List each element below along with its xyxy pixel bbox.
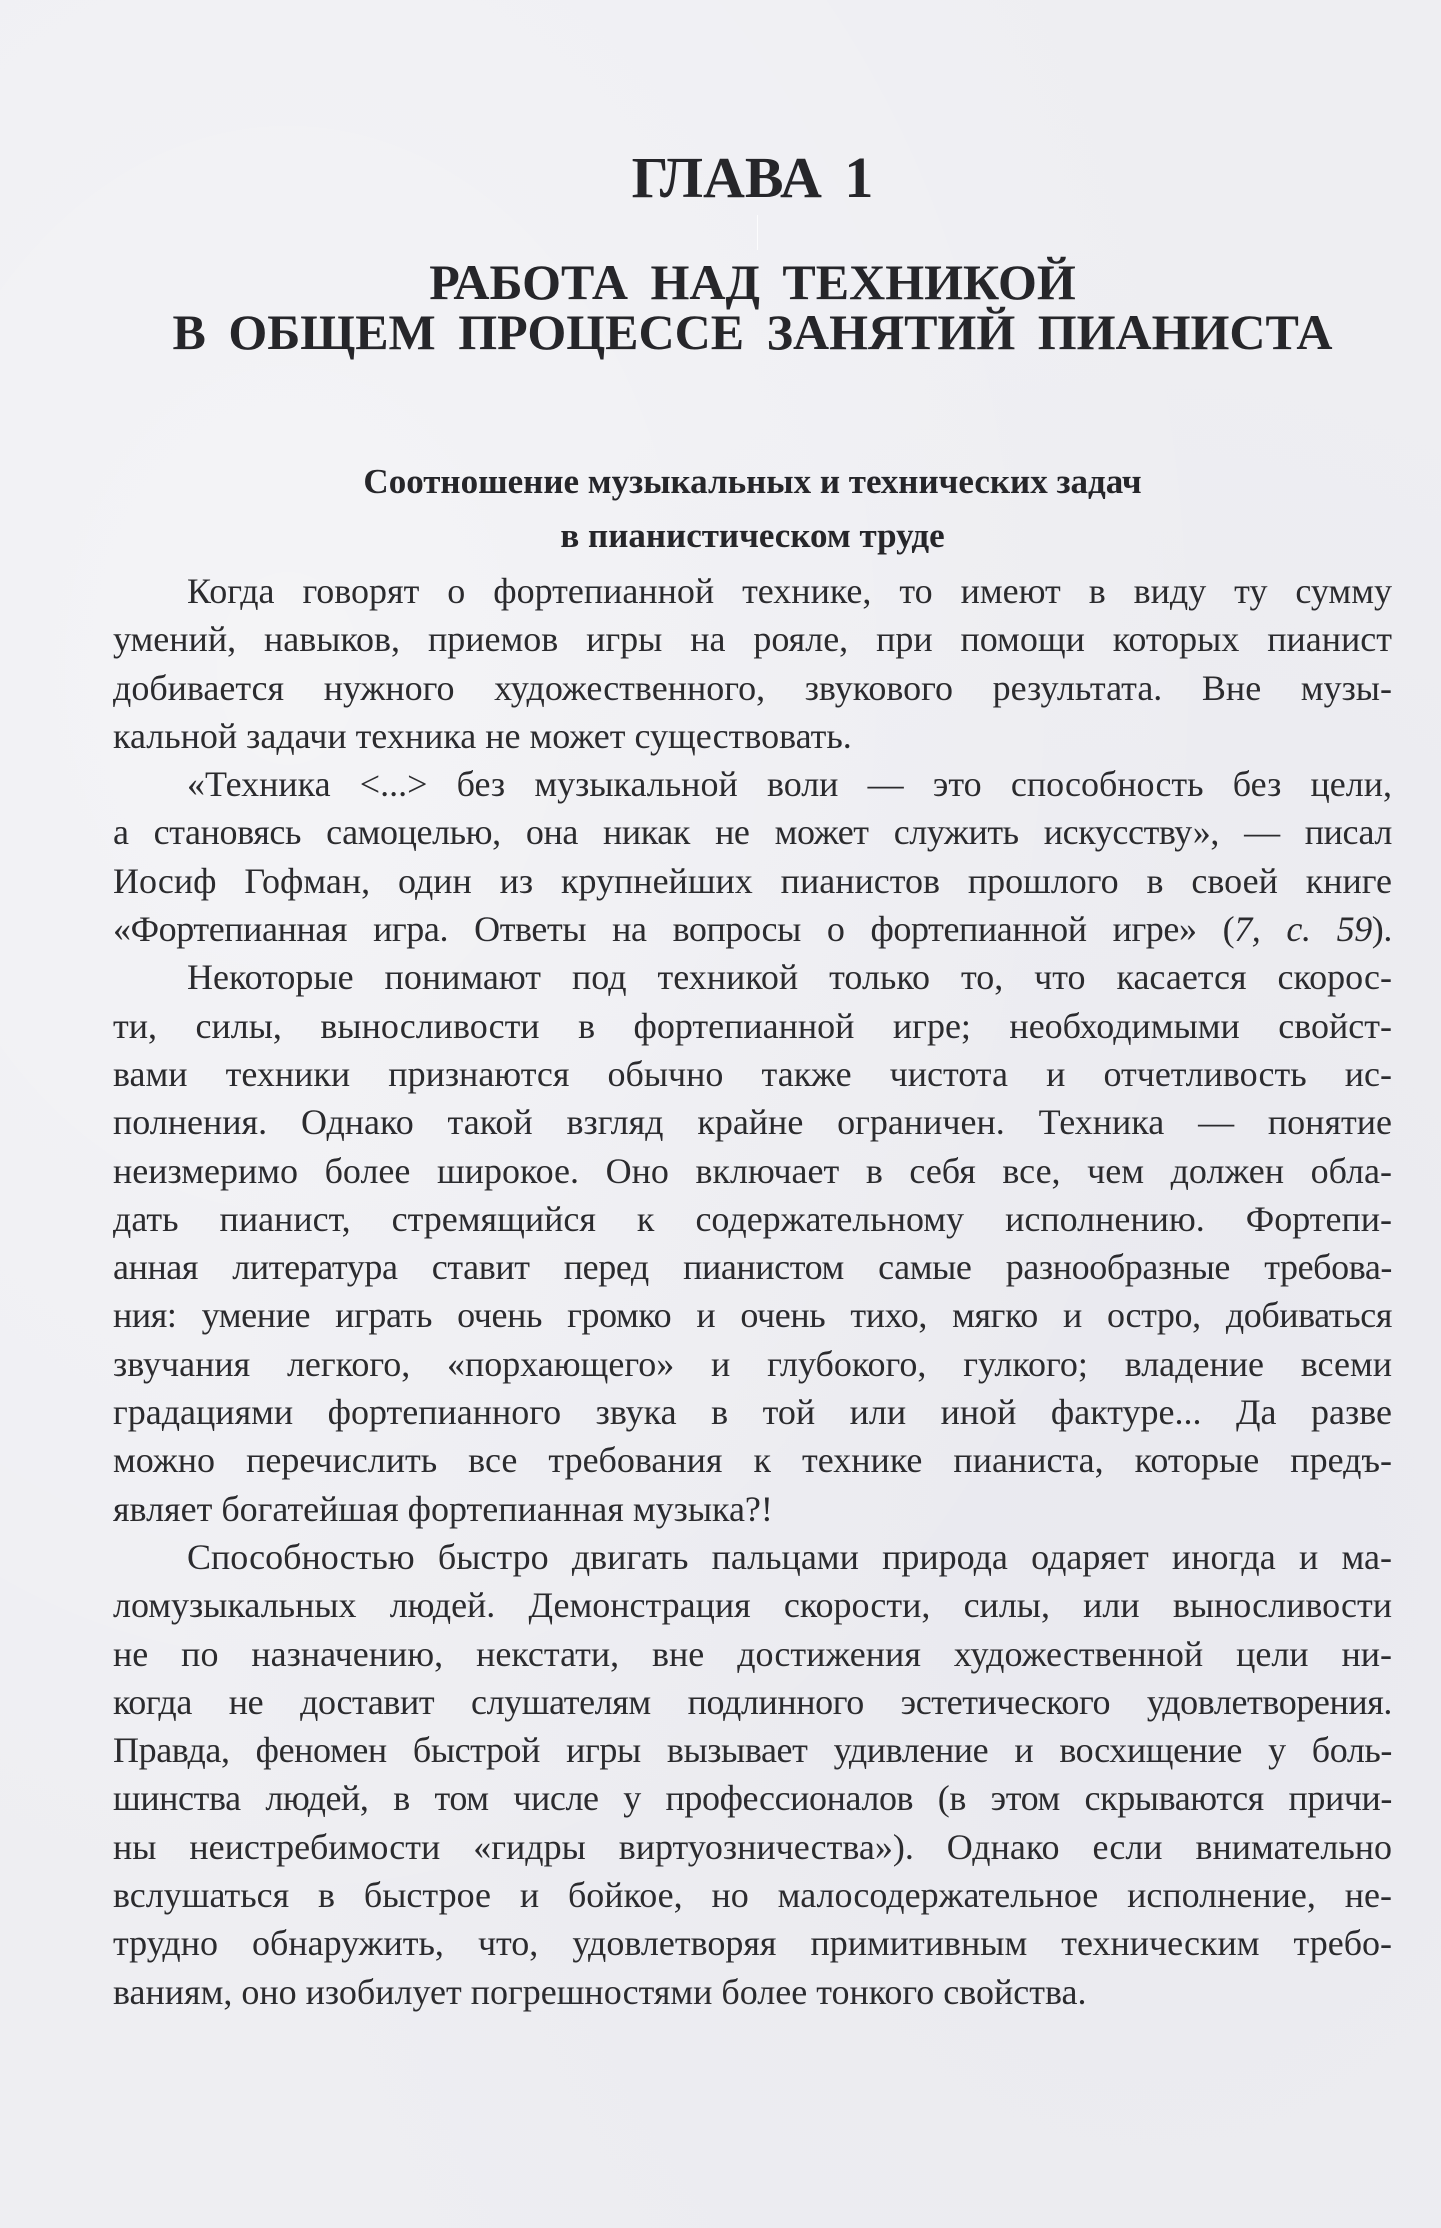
text-line: вами техники признаются обычно также чистота и отчетливость ис- bbox=[113, 1053, 1392, 1094]
section-title bbox=[113, 464, 1392, 560]
text-line: добивается нужного художественного, звукового результата. Вне музы- bbox=[113, 667, 1392, 708]
text-line: являет богатейшая фортепианная музыка?! bbox=[113, 1488, 773, 1529]
text-line: полнения. Однако такой взгляд крайне ограничен. Техника — понятие bbox=[113, 1102, 1392, 1143]
paper-crease bbox=[757, 215, 758, 250]
section-title-line-2: в пианистическом труде bbox=[560, 516, 945, 555]
text-line: а становясь самоцелью, она никак не может служить искусству», — писал bbox=[113, 812, 1392, 853]
text-line: Иосиф Гофман, один из крупнейших пианистов прошлого в своей книге bbox=[113, 860, 1392, 901]
paragraph-4 bbox=[113, 1533, 1392, 2016]
text-line: Правда, феномен быстрой игры вызывает удивление и восхищение у боль- bbox=[113, 1730, 1392, 1771]
text-line: ны неистребимости «гидры виртуозничества»). Однако если внимательно bbox=[113, 1826, 1392, 1867]
citation-suffix: ). bbox=[1371, 909, 1392, 950]
text-line: кальной задачи техника не может существовать. bbox=[113, 715, 852, 756]
text-line: «Техника <...> без музыкальной воли — это способность без цели, bbox=[187, 764, 1392, 805]
text-line: неизмеримо более широкое. Оно включает в себя все, чем должен обла- bbox=[113, 1150, 1392, 1191]
text-line: Способностью быстро двигать пальцами природа одаряет иногда и ма- bbox=[187, 1536, 1392, 1577]
text-line: ваниям, оно изобилует погрешностями более тонкого свойства. bbox=[113, 1971, 1087, 2012]
text-line: ломузыкальных людей. Демонстрация скорости, силы, или выносливости bbox=[113, 1585, 1392, 1626]
chapter-title-line-1: РАБОТА НАД ТЕХНИКОЙ bbox=[429, 254, 1076, 310]
citation-line bbox=[113, 905, 1392, 953]
body-text bbox=[113, 567, 1392, 2016]
chapter-title bbox=[113, 254, 1392, 360]
text-line: градациями фортепианного звука в той или иной фактуре... Да разве bbox=[113, 1392, 1392, 1433]
text-line: ния: умение играть очень громко и очень тихо, мягко и остро, добиваться bbox=[113, 1295, 1392, 1336]
text-line: вслушаться в быстрое и бойкое, но малосодержательное исполнение, не- bbox=[113, 1875, 1392, 1916]
citation-prefix: «Фортепианная игра. Ответы на вопросы о фортепианной игре» ( bbox=[113, 909, 1235, 950]
text-line: звучания легкого, «порхающего» и глубокого, гулкого; владение всеми bbox=[113, 1343, 1392, 1384]
text-line: анная литература ставит перед пианистом самые разнообразные требова- bbox=[113, 1247, 1392, 1288]
chapter-title-line-2: В ОБЩЕМ ПРОЦЕССЕ ЗАНЯТИЙ ПИАНИСТА bbox=[172, 304, 1333, 360]
text-line: ти, силы, выносливости в фортепианной игре; необходимыми свойст- bbox=[113, 1005, 1392, 1046]
text-line: дать пианист, стремящийся к содержательному исполнению. Фортепи- bbox=[113, 1198, 1392, 1239]
paragraph-3 bbox=[113, 953, 1392, 1533]
text-line: Некоторые понимают под техникой только то, что касается скорос- bbox=[187, 957, 1392, 998]
text-line: Когда говорят о фортепианной технике, то имеют в виду ту сумму bbox=[187, 571, 1392, 611]
citation-reference: 7, с. 59 bbox=[1234, 909, 1372, 950]
text-line: когда не доставит слушателям подлинного эстетического удовлетворения. bbox=[113, 1681, 1392, 1722]
paragraph-2 bbox=[113, 760, 1392, 953]
section-title-line-1: Соотношение музыкальных и технических задач bbox=[363, 462, 1142, 501]
text-line: можно перечислить все требования к технике пианиста, которые предъ- bbox=[113, 1440, 1392, 1481]
chapter-label: ГЛАВА 1 bbox=[631, 145, 874, 210]
paragraph-1 bbox=[113, 567, 1392, 760]
text-line: трудно обнаружить, что, удовлетворяя примитивным техническим требо- bbox=[113, 1923, 1392, 1964]
text-line: умений, навыков, приемов игры на рояле, при помощи которых пианист bbox=[113, 619, 1392, 660]
text-line: шинства людей, в том числе у профессионалов (в этом скрываются причи- bbox=[113, 1778, 1392, 1819]
text-line: не по назначению, некстати, вне достижения художественной цели ни- bbox=[113, 1633, 1392, 1674]
